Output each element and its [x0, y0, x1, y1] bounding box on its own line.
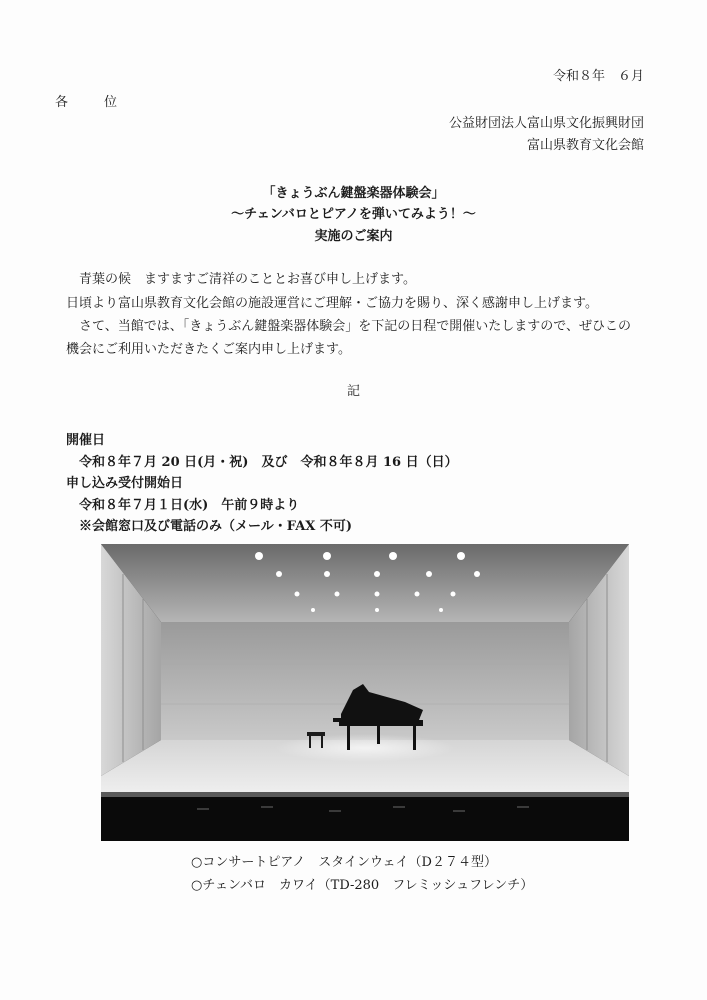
announcement-paragraph-line1: さて、当館では、「きょうぶん鍵盤楽器体験会」を下記の日程で開催いたしますので、ぜひこの: [79, 319, 631, 334]
caption-concert-piano: ○コンサートピアノ スタインウェイ（D２７４型）: [191, 855, 497, 870]
thanks-paragraph: 日頃より富山県教育文化会館の施設運営にご理解・ご協力を賜り、深く感謝申し上げます。: [66, 296, 598, 311]
application-note: ※会館窓口及び電話のみ（メール・FAX 不可): [79, 519, 353, 534]
caption-harpsichord: ○チェンバロ カワイ（TD-280 フレミッシュフレンチ）: [191, 878, 534, 893]
application-start-value: 令和８年７月１日(水) 午前９時より: [79, 498, 300, 513]
event-date-value: 令和８年７月 20 日(月・祝) 及び 令和８年８月 16 日（日）: [79, 455, 458, 470]
application-heading: 申し込み受付開始日: [66, 476, 184, 491]
document-title: 「きょうぶん鍵盤楽器体験会」: [262, 186, 445, 201]
ki-marker: 記: [346, 384, 360, 399]
document-heading: 実施のご案内: [314, 229, 393, 244]
sender-venue: 富山県教育文化会館: [526, 138, 644, 153]
document-subtitle: 〜チェンバロとピアノを弾いてみよう！〜: [231, 207, 476, 222]
sender-organization: 公益財団法人富山県文化振興財団: [448, 116, 644, 131]
event-date-heading: 開催日: [66, 433, 106, 448]
recipient-salutation: 各位: [55, 95, 154, 110]
concert-hall-photo: [101, 544, 629, 841]
greeting-paragraph: 青葉の候 ますますご清祥のこととお喜び申し上げます。: [79, 272, 416, 287]
document-date: 令和８年 ６月: [552, 69, 644, 84]
announcement-paragraph-line2: 機会にご利用いただきたくご案内申し上げます。: [66, 342, 351, 357]
